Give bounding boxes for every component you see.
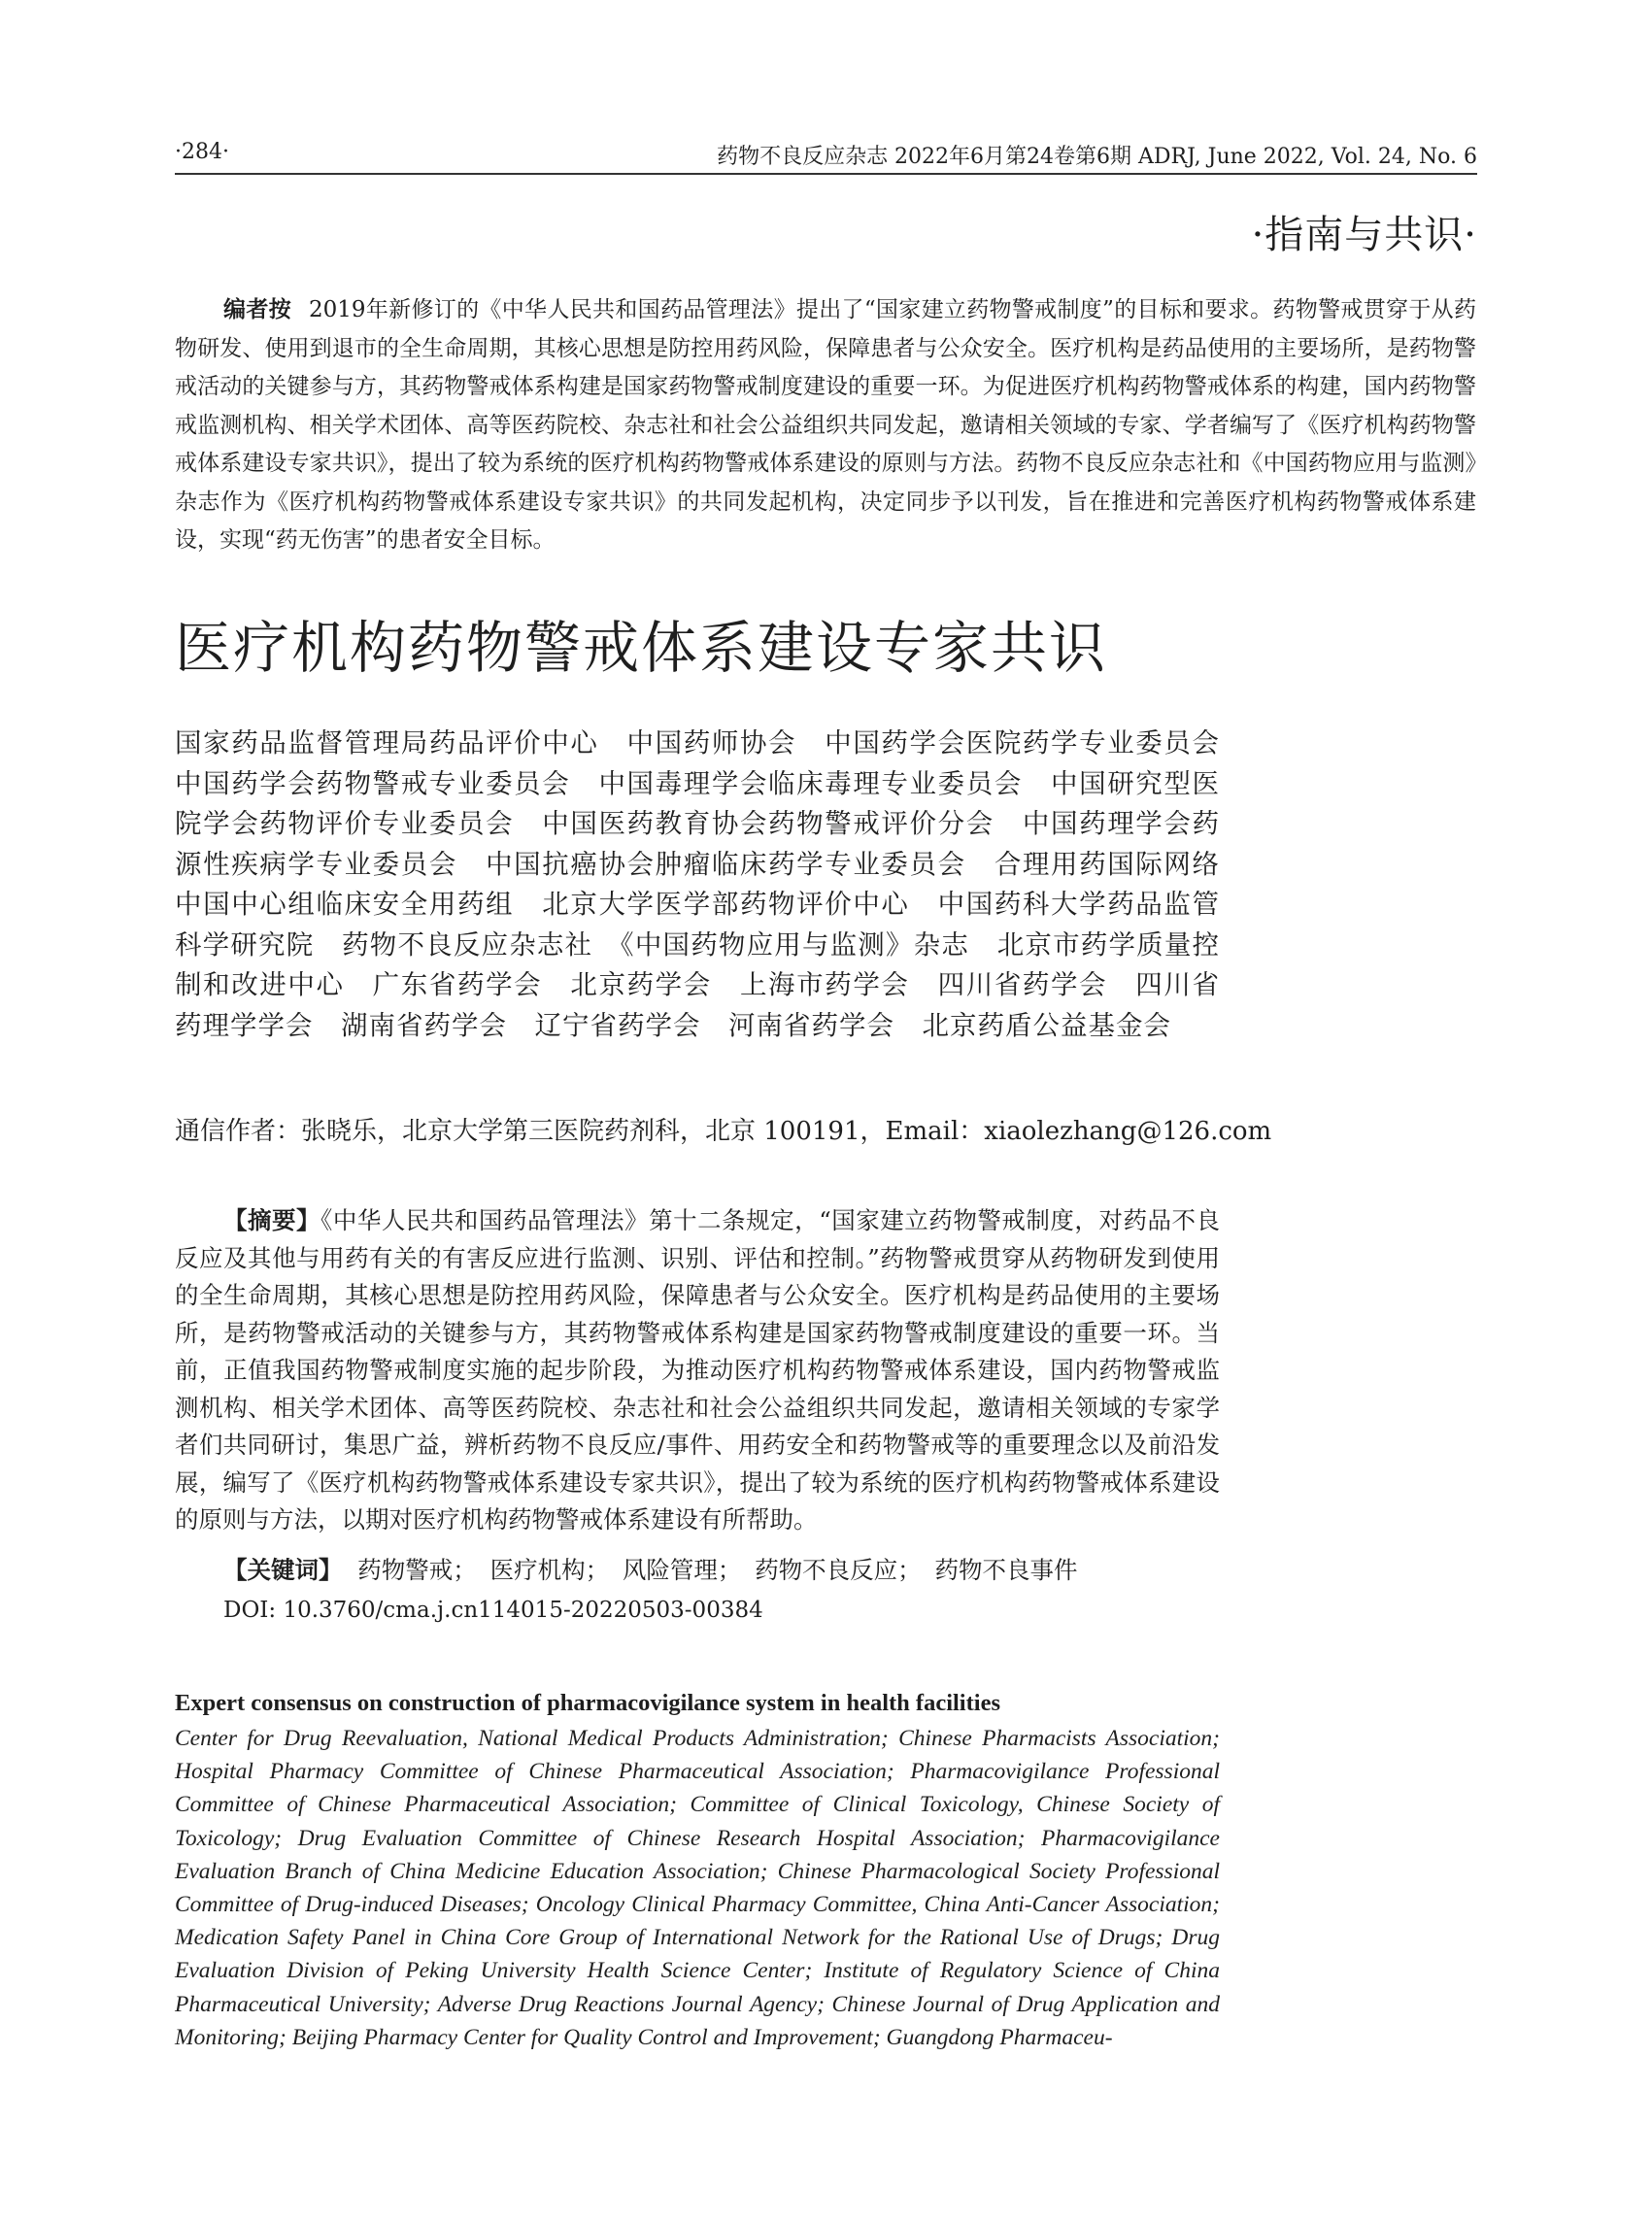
page-number: ·284·	[175, 140, 229, 164]
article-title: 医疗机构药物警戒体系建设专家共识	[175, 615, 1108, 681]
editor-note-label: 编者按	[223, 297, 291, 322]
keyword: 药物不良事件	[934, 1556, 1078, 1584]
abstract-label: 【摘要】	[223, 1206, 321, 1234]
journal-info: 药物不良反应杂志 2022年6月第24卷第6期 ADRJ, June 2022, Vol. 24, No. 6	[717, 145, 1477, 169]
keyword: 风险管理；	[622, 1556, 742, 1584]
keyword: 药物不良反应；	[755, 1556, 922, 1584]
doi: DOI: 10.3760/cma.j.cn114015-20220503-00384	[223, 1598, 763, 1623]
keywords-label: 【关键词】	[223, 1556, 343, 1584]
keyword: 医疗机构；	[489, 1556, 610, 1584]
running-header	[175, 134, 1477, 175]
section-label: ·指南与共识·	[1251, 213, 1477, 257]
author-list: 国家药品监督管理局药品评价中心 中国药师协会 中国药学会医院药学专业委员会 中国药学会药物警戒专业委员会 中国毒理学会临床毒理专业委员会 中国研究型医院学会药物评价专业委员会 中国医药教育协会药物警戒评价分会 中国药理学会药源性疾病学专业委员会 中国抗癌协会肿瘤临床药学专业委员会 合理用药国际网络中国中心组临床安全用药组 北京大学医学部药物评价中心 中国药科大学药品监管科学研究院 药物不良反应杂志社 《中国药物应用与监测》杂志 北京市药学质量控制和改进中心 广东省药学会 北京药学会 上海市药学会 四川省药学会 四川省药理学学会 湖南省药学会 辽宁省药学会 河南省药学会 北京药盾公益基金会	[175, 727, 1248, 1041]
abstract-text: 《中华人民共和国药品管理法》第十二条规定，“国家建立药物警戒制度，对药品不良反应及其他与用药有关的有害反应进行监测、识别、评估和控制。”药物警戒贯穿从药物研发到使用的全生命周期，其核心思想是防控用药风险，保障患者与公众安全。医疗机构是药品使用的主要场所，是药物警戒活动的关键参与方，其药物警戒体系构建是国家药物警戒制度建设的重要一环。当前，正值我国药物警戒制度实施的起步阶段，为推动医疗机构药物警戒体系建设，国内药物警戒监测机构、相关学术团体、高等医药院校、杂志社和社会公益组织共同发起，邀请相关领域的专家学者们共同研讨，集思广益，辨析药物不良反应/事件、用药安全和药物警戒等的重要理念以及前沿发展，编写了《医疗机构药物警戒体系建设专家共识》，提出了较为系统的医疗机构药物警戒体系建设的原则与方法，以期对医疗机构药物警戒体系建设有所帮助。	[175, 1206, 1220, 1534]
corresponding-author: 通信作者：张晓乐，北京大学第三医院药剂科，北京 100191，Email：xiaolezhang@126.com	[175, 1117, 1272, 1146]
editor-note	[175, 291, 1476, 560]
abstract	[175, 1202, 1220, 1539]
keywords	[175, 1552, 1220, 1589]
english-affiliations: Center for Drug Reevaluation, National Medical Products Administration; Chinese Pharmacists Association; Hospital Pharmacy Committee of Chinese Pharmaceutical Association; Pharmacovigilance Professional Committee of Chinese Pharmaceutical Association; Committee of Clinical Toxicology, Chinese Society of Toxicology; Drug Evaluation Committee of Chinese Research Hospital Association; Pharmacovigilance Evaluation Branch of China Medicine Education Association; Chinese Pharmacological Society Professional Committee of Drug-induced Diseases; Oncology Clinical Pharmacy Committee, China Anti-Cancer Association; Medication Safety Panel in China Core Group of International Network for the Rational Use of Drugs; Drug Evaluation Division of Peking University Health Science Center; Institute of Regulatory Science of China Pharmaceutical University; Adverse Drug Reactions Journal Agency; Chinese Journal of Drug Application and Monitoring; Beijing Pharmacy Center for Quality Control and Improvement; Guangdong Pharmaceu-	[175, 1726, 1220, 2050]
editor-note-text: 2019年新修订的《中华人民共和国药品管理法》提出了“国家建立药物警戒制度”的目标和要求。药物警戒贯穿于从药物研发、使用到退市的全生命周期，其核心思想是防控用药风险，保障患者与公众安全。医疗机构是药品使用的主要场所，是药物警戒活动的关键参与方，其药物警戒体系构建是国家药物警戒制度建设的重要一环。为促进医疗机构药物警戒体系的构建，国内药物警戒监测机构、相关学术团体、高等医药院校、杂志社和社会公益组织共同发起，邀请相关领域的专家、学者编写了《医疗机构药物警戒体系建设专家共识》，提出了较为系统的医疗机构药物警戒体系建设的原则与方法。药物不良反应杂志社和《中国药物应用与监测》杂志作为《医疗机构药物警戒体系建设专家共识》的共同发起机构，决定同步予以刊发，旨在推进和完善医疗机构药物警戒体系建设，实现“药无伤害”的患者安全目标。	[175, 297, 1476, 553]
english-title: Expert consensus on construction of pharmacovigilance system in health facilities	[175, 1690, 1000, 1716]
keyword: 药物警戒；	[357, 1556, 477, 1584]
